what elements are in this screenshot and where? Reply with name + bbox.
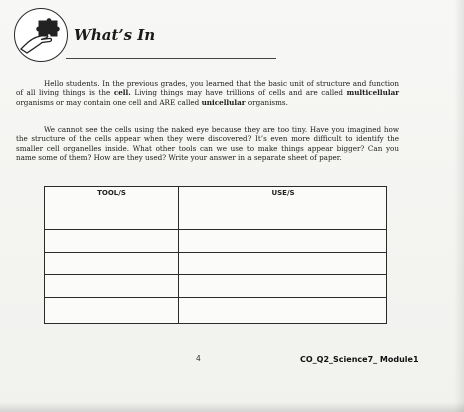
page-number: 4 — [196, 354, 201, 363]
intro-text-3: organisms or may contain one cell and ARE called — [16, 97, 202, 107]
page-bottom-shadow — [0, 402, 464, 412]
header-underline — [66, 58, 276, 59]
term-cell: cell. — [113, 88, 131, 98]
puzzle-hand-icon — [14, 8, 68, 62]
table-header-tools: TOOL/S — [97, 189, 126, 197]
intro-paragraph — [16, 79, 399, 107]
page-edge-shadow — [454, 0, 464, 412]
intro-text-2: Living things may have trillions of cells and are called — [130, 88, 347, 98]
table-row — [45, 229, 386, 230]
term-unicellular: unicellular — [201, 97, 246, 107]
table-row — [45, 252, 386, 253]
question-paragraph — [16, 125, 399, 162]
intro-text-1: Hello students. In the previous grades, you learned that the basic unit of structure and function of all living things is the — [16, 79, 399, 98]
table-row — [45, 297, 386, 298]
table-column-divider — [178, 187, 179, 323]
section-title: What’s In — [74, 26, 156, 44]
question-text: We cannot see the cells using the naked eye because they are too tiny. Have you imagined how the structure of the cells appear when they were discovered? It’s even more difficult to identify the smaller cell organelles inside. What other tools can we use to make things appear bigger? Can you name some of them? How are they used? Write your answer in a separate sheet of paper. — [16, 125, 399, 162]
section-header — [14, 8, 314, 60]
intro-text-4: organisms. — [245, 97, 288, 107]
term-multicellular: multicellular — [346, 88, 400, 98]
tools-uses-table — [44, 186, 387, 324]
module-code: CO_Q2_Science7_ Module1 — [300, 355, 419, 364]
table-row — [45, 274, 386, 275]
table-header-uses: USE/S — [271, 189, 295, 197]
